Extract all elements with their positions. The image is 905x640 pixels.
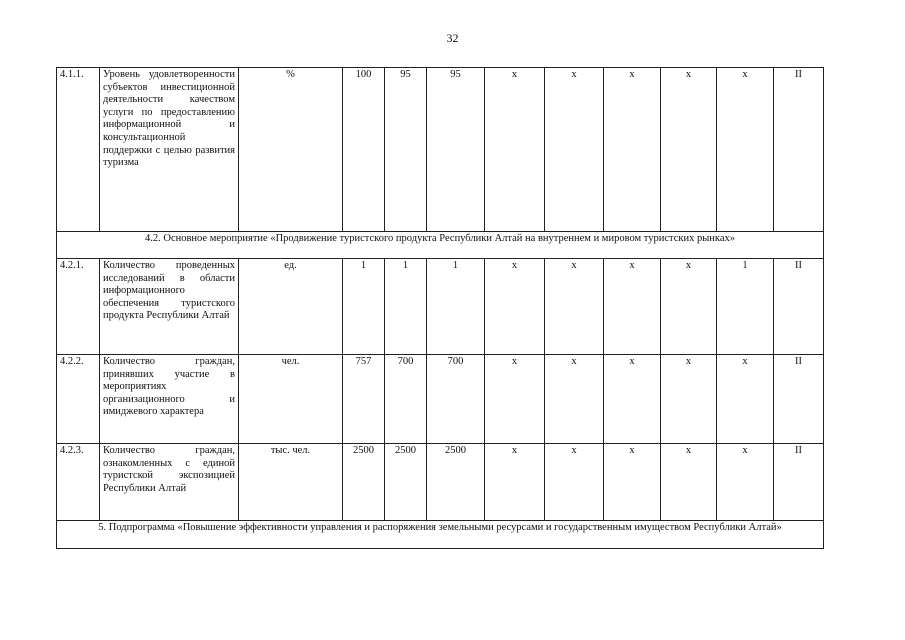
indicator-name: Количество граждан, ознакомленных с единой туристской экспозицией Республики Алтай — [100, 444, 239, 521]
value-cell: х — [545, 68, 604, 232]
unit-cell: тыс. чел. — [239, 444, 343, 521]
value-cell: х — [485, 355, 545, 444]
value-cell: х — [604, 355, 661, 444]
value-cell: 95 — [385, 68, 427, 232]
row-number: 4.2.2. — [57, 355, 100, 444]
value-cell: х — [717, 68, 774, 232]
value-cell: х — [661, 259, 717, 355]
value-cell: х — [661, 355, 717, 444]
section-row — [57, 232, 824, 259]
value-cell: 700 — [385, 355, 427, 444]
value-cell: х — [604, 444, 661, 521]
category-cell: II — [774, 444, 824, 521]
value-cell: 1 — [427, 259, 485, 355]
indicators-table — [56, 67, 824, 549]
indicator-name: Количество граждан, принявших участие в мероприятиях организационного и имиджевого характера — [100, 355, 239, 444]
value-cell: 1 — [385, 259, 427, 355]
category-cell: II — [774, 259, 824, 355]
table-row — [57, 355, 824, 444]
value-cell: 700 — [427, 355, 485, 444]
unit-cell: чел. — [239, 355, 343, 444]
section-heading: 5. Подпрограмма «Повышение эффективности управления и распоряжения земельными ресурсами и государственным имуществом Республики Алтай» — [57, 521, 824, 549]
value-cell: 1 — [717, 259, 774, 355]
table-row — [57, 444, 824, 521]
table-row — [57, 259, 824, 355]
value-cell: х — [545, 259, 604, 355]
row-number: 4.1.1. — [57, 68, 100, 232]
section-row — [57, 521, 824, 549]
value-cell: 2500 — [427, 444, 485, 521]
value-cell: х — [717, 355, 774, 444]
value-cell: х — [661, 444, 717, 521]
value-cell: 2500 — [385, 444, 427, 521]
value-cell: 1 — [343, 259, 385, 355]
indicator-name: Количество проведенных исследований в области информационного обеспечения туристского продукта Республики Алтай — [100, 259, 239, 355]
value-cell: х — [545, 444, 604, 521]
value-cell: 100 — [343, 68, 385, 232]
category-cell: II — [774, 355, 824, 444]
row-number: 4.2.3. — [57, 444, 100, 521]
value-cell: х — [485, 68, 545, 232]
value-cell: х — [717, 444, 774, 521]
value-cell: х — [661, 68, 717, 232]
section-heading: 4.2. Основное мероприятие «Продвижение туристского продукта Республики Алтай на внутреннем и мировом туристских рынках» — [57, 232, 824, 259]
unit-cell: % — [239, 68, 343, 232]
row-number: 4.2.1. — [57, 259, 100, 355]
value-cell: 757 — [343, 355, 385, 444]
value-cell: х — [604, 259, 661, 355]
value-cell: х — [604, 68, 661, 232]
value-cell: 95 — [427, 68, 485, 232]
page-number: 32 — [446, 31, 459, 45]
value-cell: 2500 — [343, 444, 385, 521]
unit-cell: ед. — [239, 259, 343, 355]
value-cell: х — [485, 444, 545, 521]
category-cell: II — [774, 68, 824, 232]
value-cell: х — [485, 259, 545, 355]
value-cell: х — [545, 355, 604, 444]
indicator-name: Уровень удовлетворенности субъектов инвестиционной деятельности качеством услуги по предоставлению информационной и консультационной поддержки с целью развития туризма — [100, 68, 239, 232]
table-row — [57, 68, 824, 232]
